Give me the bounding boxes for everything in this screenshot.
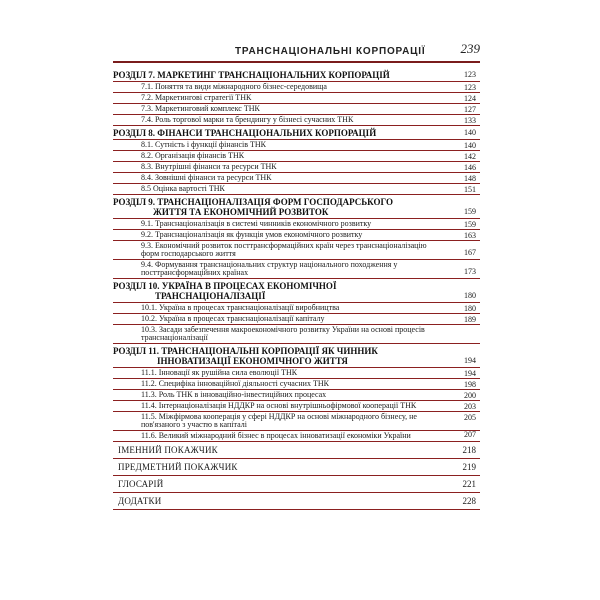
- entry-page: 219: [462, 462, 476, 472]
- entry-title: 11.1. Інновації як рушійна сила еволюції ТНК: [141, 368, 298, 377]
- chapter-10-heading[interactable]: [113, 279, 480, 303]
- entry-title: 10.3. Засади забезпечення макроекономічного розвитку України на основі процесів транснаціоналізації: [141, 325, 425, 342]
- chapter-title-line-2: ІННОВАТИЗАЦІЇ ЕКОНОМІЧНОГО ЖИТТЯ: [157, 356, 348, 366]
- entry-page: 167: [464, 248, 476, 257]
- entry-title: 9.3. Економічний розвиток посттрансформаційних країн через транснаціоналізацію форм господарського життя: [141, 241, 427, 258]
- entry-page: 198: [464, 380, 476, 389]
- entry-page: 228: [462, 496, 476, 506]
- chapter-page: 123: [464, 70, 476, 79]
- entry-title: ПРЕДМЕТНИЙ ПОКАЖЧИК: [118, 462, 238, 472]
- entry-title: ДОДАТКИ: [118, 496, 162, 506]
- toc-entry[interactable]: [113, 219, 480, 230]
- toc-entry[interactable]: [113, 173, 480, 184]
- toc-entry[interactable]: [113, 93, 480, 104]
- toc-entry[interactable]: [113, 368, 480, 379]
- entry-page: 148: [464, 174, 476, 183]
- chapter-title-line-2: ЖИТТЯ ТА ЕКОНОМІЧНИЙ РОЗВИТОК: [153, 207, 329, 217]
- running-header: [113, 40, 480, 64]
- entry-page: 189: [464, 315, 476, 324]
- toc-appendix-entry[interactable]: [113, 476, 480, 493]
- entry-title: 9.4. Формування транснаціональних структур національного походження у посттрансформаційних країнах: [141, 260, 398, 277]
- entry-title: 11.5. Міжфірмова кооперація у сфері НДДКР на основі міжнародного бізнесу, не пов'язаного з участю в капіталі: [141, 412, 417, 429]
- entry-page: 207: [464, 430, 476, 439]
- entry-page: 151: [464, 185, 476, 194]
- entry-page: 218: [462, 445, 476, 455]
- entry-page: 140: [464, 141, 476, 150]
- header-rule: [113, 61, 480, 63]
- table-of-contents: [113, 68, 480, 510]
- chapter-title-line-1: РОЗДІЛ 9. ТРАНСНАЦІОНАЛІЗАЦІЯ ФОРМ ГОСПОДАРСЬКОГО: [113, 197, 393, 207]
- entry-title: 7.1. Поняття та види міжнародного бізнес-середовища: [141, 82, 327, 91]
- toc-entry[interactable]: [113, 401, 480, 412]
- entry-title: 8.2. Організація фінансів ТНК: [141, 151, 245, 160]
- entry-title: 7.4. Роль торгової марки та брендингу у бізнесі сучасних ТНК: [141, 115, 354, 124]
- chapter-title: РОЗДІЛ 7. МАРКЕТИНГ ТРАНСНАЦІОНАЛЬНИХ КОРПОРАЦІЙ: [113, 70, 390, 80]
- entry-page: 133: [464, 116, 476, 125]
- chapter-page: 159: [464, 207, 476, 216]
- entry-page: 127: [464, 105, 476, 114]
- entry-page: 203: [464, 402, 476, 411]
- entry-title: 10.2. Україна в процесах транснаціоналізації капіталу: [141, 314, 325, 323]
- entry-title: 9.1. Транснаціоналізація в системі чинників економічного розвитку: [141, 219, 372, 228]
- entry-title: 11.2. Специфіка інноваційної діяльності сучасних ТНК: [141, 379, 329, 388]
- entry-title: ІМЕННИЙ ПОКАЖЧИК: [118, 445, 218, 455]
- toc-entry[interactable]: [113, 151, 480, 162]
- toc-entry[interactable]: [113, 162, 480, 173]
- entry-page: 221: [462, 479, 476, 489]
- running-title: ТРАНСНАЦІОНАЛЬНІ КОРПОРАЦІЇ: [235, 46, 426, 57]
- entry-title: 10.1. Україна в процесах транснаціоналізації виробництва: [141, 303, 340, 312]
- entry-title: ГЛОСАРІЙ: [118, 479, 164, 489]
- chapter-9-heading[interactable]: [113, 195, 480, 219]
- entry-page: 163: [464, 231, 476, 240]
- entry-title: 7.3. Маркетинговий комплекс ТНК: [141, 104, 260, 113]
- chapter-8-heading[interactable]: [113, 126, 480, 140]
- entry-title: 8.1. Сутність і функції фінансів ТНК: [141, 140, 267, 149]
- entry-title: 8.5 Оцінка вартості ТНК: [141, 184, 225, 193]
- toc-entry[interactable]: [113, 325, 480, 344]
- entry-page: 159: [464, 220, 476, 229]
- toc-entry[interactable]: [113, 390, 480, 401]
- entry-page: 123: [464, 83, 476, 92]
- toc-entry[interactable]: [113, 303, 480, 314]
- page-number: 239: [460, 41, 480, 56]
- toc-entry[interactable]: [113, 431, 480, 442]
- toc-entry[interactable]: [113, 379, 480, 390]
- entry-page: 200: [464, 391, 476, 400]
- toc-entry[interactable]: [113, 241, 480, 260]
- entry-title: 8.4. Зовнішні фінанси та ресурси ТНК: [141, 173, 272, 182]
- entry-page: 146: [464, 163, 476, 172]
- chapter-11-heading[interactable]: [113, 344, 480, 368]
- chapter-title-line-1: РОЗДІЛ 10. УКРАЇНА В ПРОЦЕСАХ ЕКОНОМІЧНОЇ: [113, 281, 337, 291]
- toc-entry[interactable]: [113, 82, 480, 93]
- entry-title: 8.3. Внутрішні фінанси та ресурси ТНК: [141, 162, 277, 171]
- entry-page: 194: [464, 369, 476, 378]
- toc-entry[interactable]: [113, 260, 480, 279]
- entry-page: 180: [464, 304, 476, 313]
- entry-title: 9.2. Транснаціоналізація як функція умов економічного розвитку: [141, 230, 363, 239]
- entry-title: 7.2. Маркетингові стратегії ТНК: [141, 93, 252, 102]
- toc-entry[interactable]: [113, 412, 480, 431]
- entry-title: 11.4. Інтернаціоналізація НДДКР на основі внутрішньофірмової кооперації ТНК: [141, 401, 417, 410]
- toc-entry[interactable]: [113, 140, 480, 151]
- entry-page: 205: [464, 413, 476, 422]
- chapter-7-heading[interactable]: [113, 68, 480, 82]
- entry-title: 11.6. Великий міжнародний бізнес в процесах інноватизації економіки України: [141, 431, 411, 440]
- entry-page: 173: [464, 267, 476, 276]
- toc-appendix-entry[interactable]: [113, 459, 480, 476]
- chapter-page: 140: [464, 128, 476, 137]
- chapter-title-line-2: ТРАНСНАЦІОНАЛІЗАЦІЇ: [155, 291, 266, 301]
- entry-page: 124: [464, 94, 476, 103]
- chapter-title: РОЗДІЛ 8. ФІНАНСИ ТРАНСНАЦІОНАЛЬНИХ КОРПОРАЦІЙ: [113, 128, 377, 138]
- toc-appendix-entry[interactable]: [113, 442, 480, 459]
- toc-entry[interactable]: [113, 104, 480, 115]
- toc-appendix-entry[interactable]: [113, 493, 480, 510]
- toc-entry[interactable]: [113, 184, 480, 195]
- chapter-page: 194: [464, 356, 476, 365]
- toc-entry[interactable]: [113, 230, 480, 241]
- toc-entry[interactable]: [113, 314, 480, 325]
- chapter-title-line-1: РОЗДІЛ 11. ТРАНСНАЦІОНАЛЬНІ КОРПОРАЦІЇ ЯК ЧИННИК: [113, 346, 378, 356]
- entry-title: 11.3. Роль ТНК в інноваційно-інвестиційних процесах: [141, 390, 327, 399]
- toc-entry[interactable]: [113, 115, 480, 126]
- chapter-page: 180: [464, 291, 476, 300]
- entry-page: 142: [464, 152, 476, 161]
